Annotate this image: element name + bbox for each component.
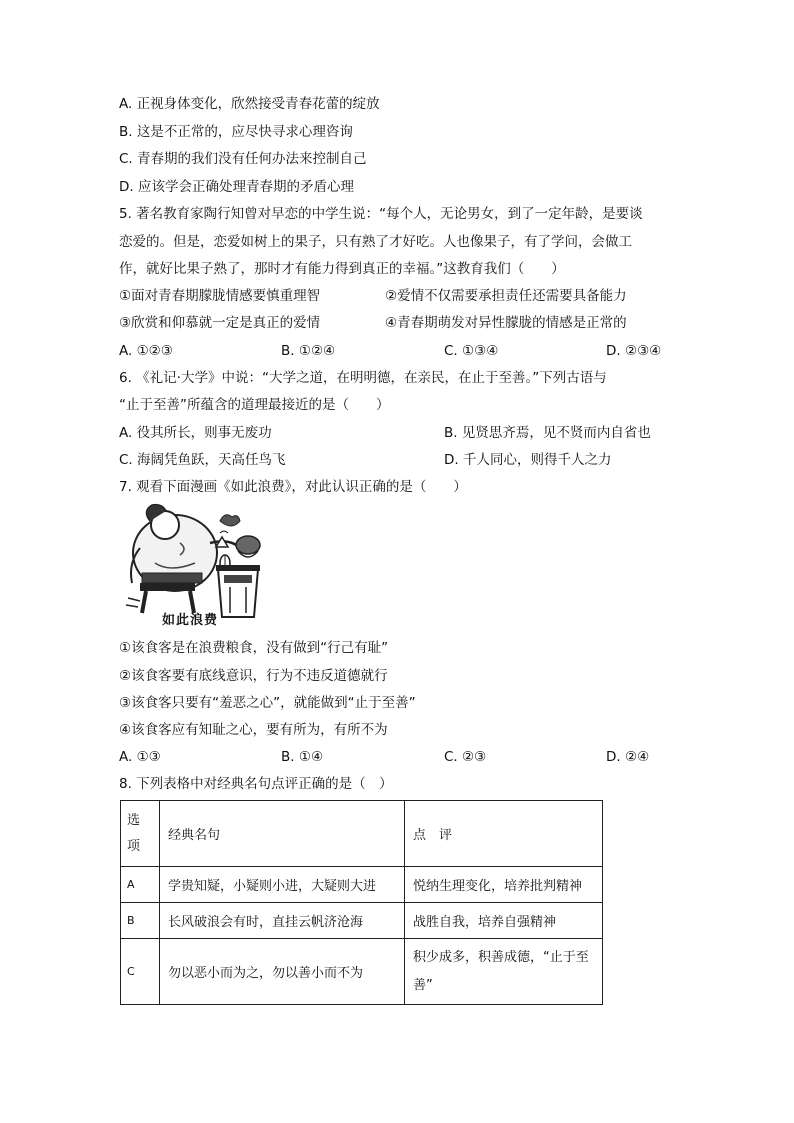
q4-option-d: D. 应该学会正确处理青春期的矛盾心理 <box>119 179 354 195</box>
table-header-option <box>121 801 160 867</box>
q5-item-4: ④青春期萌发对异性朦胧的情感是正常的 <box>385 315 627 331</box>
q7-choice-a: A. ①③ <box>119 749 161 765</box>
table-row <box>121 939 603 1005</box>
table-header-option-label: 选项 <box>127 812 141 854</box>
q5-choice-d: D. ②③④ <box>606 343 662 359</box>
table-cell-quote: 勿以恶小而为之，勿以善小而不为 <box>160 939 405 1005</box>
q6-choice-c: C. 海阔凭鱼跃，天高任鸟飞 <box>119 452 286 468</box>
table-cell-comment: 战胜自我，培养自强精神 <box>405 903 603 939</box>
table-cell-quote: 学贵知疑，小疑则小进，大疑则大进 <box>160 867 405 903</box>
table-cell-comment <box>405 939 603 1005</box>
q5-item-1: ①面对青春期朦胧情感要慎重理智 <box>119 288 321 304</box>
q5-item-3: ③欣赏和仰慕就一定是真正的爱情 <box>119 315 321 331</box>
q7-item-1: ①该食客是在浪费粮食，没有做到“行己有耻” <box>119 640 389 656</box>
q7-item-3: ③该食客只要有“羞恶之心”，就能做到“止于至善” <box>119 695 416 711</box>
table-header-quote: 经典名句 <box>160 801 405 867</box>
q7-choice-b: B. ①④ <box>281 749 324 765</box>
q8-table <box>120 800 603 1005</box>
q4-option-c: C. 青春期的我们没有任何办法来控制自己 <box>119 151 367 167</box>
q5-item-2: ②爱情不仅需要承担责任还需要具备能力 <box>385 288 627 304</box>
q5-stem-line-1: 5. 著名教育家陶行知曾对早恋的中学生说：“每个人，无论男女，到了一定年龄，是要谈 <box>119 206 643 222</box>
q7-stem: 7. 观看下面漫画《如此浪费》，对此认识正确的是（ ） <box>119 479 467 495</box>
q5-items-row-1 <box>119 286 679 306</box>
table-cell-option: A <box>121 867 160 903</box>
table-row <box>121 903 603 939</box>
q7-item-4: ④该食客应有知耻之心，要有所为，有所不为 <box>119 722 388 738</box>
table-cell-comment: 悦纳生理变化，培养批判精神 <box>405 867 603 903</box>
q6-choice-b: B. 见贤思齐焉，见不贤而内自省也 <box>444 425 651 441</box>
q5-stem-line-2: 恋爱的。但是，恋爱如树上的果子，只有熟了才好吃。人也像果子，有了学问，会做工 <box>119 234 632 250</box>
q5-stem-line-3: 作，就好比果子熟了，那时才有能力得到真正的幸福。”这教育我们（ ） <box>119 261 565 277</box>
table-cell-option: C <box>121 939 160 1005</box>
q8-stem: 8. 下列表格中对经典名句点评正确的是（ ） <box>119 776 393 792</box>
table-header-row <box>121 801 603 867</box>
cartoon-caption: 如此浪费 <box>162 613 219 628</box>
q7-item-2: ②该食客要有底线意识，行为不违反道德就行 <box>119 668 388 684</box>
table-cell-comment-text: 积少成多，积善成德，“止于至善” <box>413 949 589 993</box>
q4-option-a: A. 正视身体变化，欣然接受青春花蕾的绽放 <box>119 96 380 112</box>
table-header-comment: 点 评 <box>405 801 603 867</box>
table-cell-quote: 长风破浪会有时，直挂云帆济沧海 <box>160 903 405 939</box>
table-cell-option: B <box>121 903 160 939</box>
q6-choice-a: A. 役其所长，则事无废功 <box>119 425 272 441</box>
q7-choice-d: D. ②④ <box>606 749 650 765</box>
table-row <box>121 867 603 903</box>
q6-choices-row-1 <box>119 423 679 443</box>
q4-option-b: B. 这是不正常的，应尽快寻求心理咨询 <box>119 124 353 140</box>
q6-choice-d: D. 千人同心，则得千人之力 <box>444 452 612 468</box>
q6-choices-row-2 <box>119 450 679 470</box>
q7-choice-c: C. ②③ <box>444 749 487 765</box>
q5-choice-a: A. ①②③ <box>119 343 173 359</box>
q7-choices <box>119 747 679 767</box>
q5-choices <box>119 341 679 361</box>
q5-items-row-2 <box>119 313 679 333</box>
cartoon-illustration <box>120 503 280 628</box>
q6-stem-line-1: 6. 《礼记·大学》中说：“大学之道，在明明德，在亲民，在止于至善。”下列古语与 <box>119 370 607 386</box>
q6-stem-line-2: “止于至善”所蕴含的道理最接近的是（ ） <box>119 397 390 413</box>
q5-choice-c: C. ①③④ <box>444 343 499 359</box>
q5-choice-b: B. ①②④ <box>281 343 336 359</box>
